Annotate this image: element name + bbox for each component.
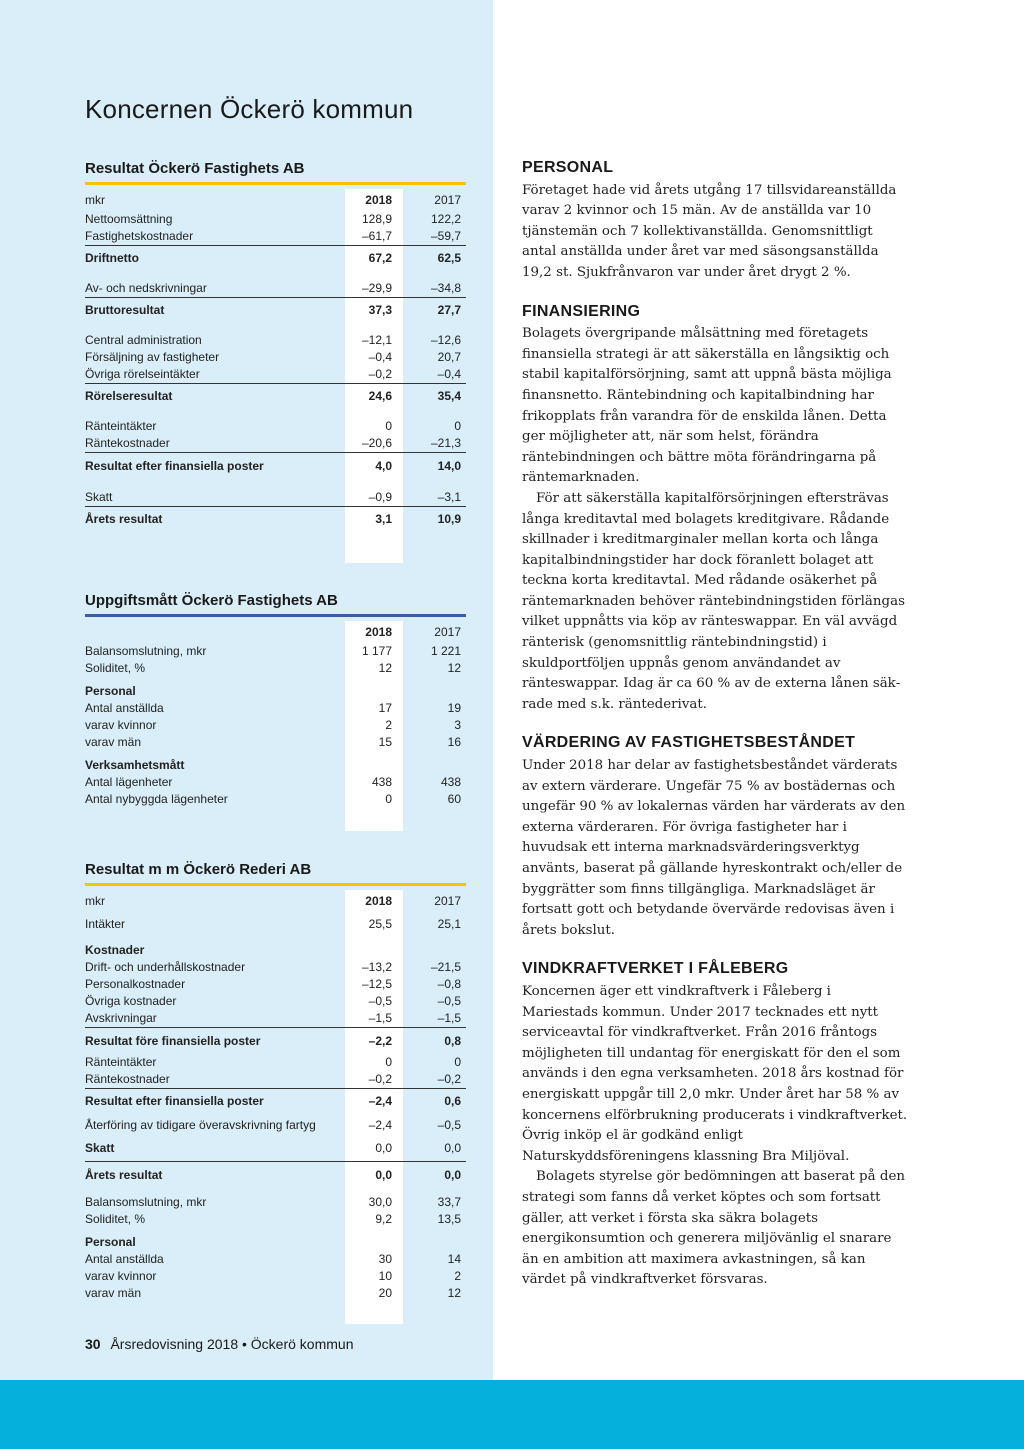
bottom-color-band <box>0 1380 1024 1449</box>
table-row: Fastighetskostnader –61,7 –59,7 <box>85 229 461 243</box>
table-row: Ränteintäkter 0 0 <box>85 419 461 433</box>
page-number: 30 <box>85 1336 101 1352</box>
paragraph: Företaget hade vid årets utgång 17 tillsvidareanställda varav 2 kvinnor och 15 män. Av de anställda var 10 tjänstemän och 7 kollektivanställda. Genomsnittligt antal anställda under året var med säsongsanställda 19,2 st. Sjukfrånvaron var under året drygt 2 %. <box>522 182 897 280</box>
table-row: Antal lägenheter 438 438 <box>85 775 461 789</box>
table-row: Av- och nedskrivningar –29,9 –34,8 <box>85 281 461 295</box>
body-text-column <box>522 158 910 1309</box>
table-row: Räntekostnader –0,2 –0,2 <box>85 1072 461 1086</box>
section-heading: VÄRDERING AV FASTIGHETSBESTÅNDET <box>522 734 856 752</box>
section-vindkraft <box>522 959 910 1291</box>
table-row: Intäkter 25,5 25,1 <box>85 917 461 931</box>
table-row-subtotal: Rörelseresultat 24,6 35,4 <box>85 383 466 408</box>
header-year-2017: 2017 <box>434 625 461 639</box>
table-body <box>85 890 466 1302</box>
page-title: Koncernen Öckerö kommun <box>85 94 414 124</box>
table-row: Antal nybyggda lägenheter 0 60 <box>85 792 461 806</box>
header-label: mkr <box>85 193 105 207</box>
header-year-2017: 2017 <box>434 894 461 908</box>
header-year-2017: 2017 <box>434 193 461 207</box>
table-row: Antal anställda 17 19 <box>85 701 461 715</box>
table-section-heading: Personal <box>85 684 136 698</box>
page-footer <box>85 1336 353 1352</box>
table-title: Resultat Öckerö Fastighets AB <box>85 160 305 177</box>
paragraph: För att säkerställa kapitalförsörjningen eftersträvas långa kreditavtal med bolagets kreditgivare. Rådande skillnader i kreditmarginaler mellan korta och långa kapitalbindningstider har dock föranlett bolaget att teckna korta kreditavtal. Med rådande osäkerhet på räntemarknaden behöver räntebindningstiden förlängas vilket uppnåtts via köp av ränteswappar. En väl avvägd ränterisk (genomsnittlig räntebindningstid) i skuldportföljen uppnås genom användandet av ränteswappar. Idag är ca 60 % av de externa lånen säkrade med s.k. räntederivat. <box>522 490 905 712</box>
table-row: Övriga kostnader –0,5 –0,5 <box>85 994 461 1008</box>
header-year-2018: 2018 <box>365 894 392 908</box>
table-section-heading: Personal <box>85 1235 136 1249</box>
paragraph: Bolagets övergripande målsättning med företagets finansiella strategi är att säkerställa en långsiktig och stabil kapitalförsörjning, samt att uppnå bästa möjliga finansnetto. Räntebindning och kapitalbindning har frikopplats från varandra för de enskilda lånen. Detta ger möjligheter att, när som helst, förändra räntebindningen och bättre möta förändringarna på räntemarknaden. <box>522 326 892 486</box>
table-section-heading: Verksamhetsmått <box>85 758 185 772</box>
table-row: Drift- och underhållskostnader –13,2 –21,5 <box>85 960 461 974</box>
table-row: Antal anställda 30 14 <box>85 1252 461 1266</box>
table-section-heading: Kostnader <box>85 943 145 957</box>
table-row: Ränteintäkter 0 0 <box>85 1055 461 1069</box>
footer-text: Årsredovisning 2018 • Öckerö kommun <box>110 1336 354 1352</box>
table-row: Soliditet, % 12 12 <box>85 661 461 675</box>
table-title: Uppgiftsmått Öckerö Fastighets AB <box>85 592 338 609</box>
table-resultat-fastighets <box>85 160 466 531</box>
table-row: Försäljning av fastigheter –0,4 20,7 <box>85 350 461 364</box>
table-body <box>85 621 466 808</box>
table-row: Återföring av tidigare överavskrivning fartyg –2,4 –0,5 <box>85 1118 461 1132</box>
table-title: Resultat m m Öckerö Rederi AB <box>85 861 312 878</box>
table-row: Central administration –12,1 –12,6 <box>85 333 461 347</box>
table-header-row: mkr 2018 2017 <box>85 890 466 912</box>
table-row: Skatt –0,9 –3,1 <box>85 490 461 504</box>
table-row-subtotal: Resultat före finansiella poster –2,2 0,8 <box>85 1027 466 1054</box>
table-row: Räntekostnader –20,6 –21,3 <box>85 436 461 450</box>
table-row-subtotal: Bruttoresultat 37,3 27,7 <box>85 297 466 322</box>
table-row-total: Årets resultat 3,1 10,9 <box>85 506 466 531</box>
table-row: Övriga rörelseintäkter –0,2 –0,4 <box>85 367 461 381</box>
table-resultat-rederi <box>85 861 466 1302</box>
header-year-2018: 2018 <box>365 193 392 207</box>
section-vardering <box>522 733 910 941</box>
table-row: Balansomslutning, mkr 30,0 33,7 <box>85 1195 461 1209</box>
paragraph: Under 2018 har delar av fastighetsbeståndet värderats av extern värderare. Ungefär 75 % av bostädernas och ungefär 90 % av lokalernas värden har värderats av den externa värderaren. För övriga fastigheter har i huvudsak ett interna marknadsvärderingsverktyg använts, baserat på gällande hyreskontrakt och/eller de byggrätter som finns tillgängliga. Marknadsläget är fortsatt gott och betydande övervärde redovisas även i årets bokslut. <box>522 758 906 938</box>
table-row: varav män 20 12 <box>85 1286 461 1300</box>
paragraph: Bolagets styrelse gör bedömningen att baserat på den strategi som fanns då verket köptes och som fortsatt gäller, att verket i första ska säkra bolagets energikonsumtion och generera miljövänlig el snarare än en ambition att maximera avkastningen, så kan värdet på vindkraftverket försvaras. <box>522 1169 905 1288</box>
table-row-subtotal: Skatt 0,0 0,0 <box>85 1141 461 1155</box>
paragraph: Koncernen äger ett vindkraftverk i Fåleberg i Mariestads kommun. Under 2017 tecknades ett nytt serviceavtal för vindkraftverket. Från 2016 fråntogs möjligheten till undantag för energiskatt för den el som används i den egna verksamheten. 2018 års kostnad för energiskatt uppgår till 2,0 mkr. Under året har 58 % av koncernens elförbrukning producerats i vindkraftverket. Övrig inköp el är godkänd enligt Naturskyddsföreningens klassning Bra Miljöval. <box>522 983 908 1164</box>
table-row: Avskrivningar –1,5 –1,5 <box>85 1011 461 1025</box>
section-heading: FINANSIERING <box>522 302 641 320</box>
table-row: varav män 15 16 <box>85 735 461 749</box>
table-row-subtotal: Resultat efter finansiella poster 4,0 14,0 <box>85 452 466 479</box>
table-row-subtotal: Driftnetto 67,2 62,5 <box>85 245 466 270</box>
table-row-total: Årets resultat 0,0 0,0 <box>85 1161 466 1188</box>
table-row: Nettoomsättning 128,9 122,2 <box>85 212 461 226</box>
table-header-row <box>85 621 466 643</box>
section-finansiering <box>522 302 910 716</box>
table-header-row <box>85 189 466 211</box>
table-row: Personalkostnader –12,5 –0,8 <box>85 977 461 991</box>
table-title-rule <box>85 614 466 617</box>
table-title-rule <box>85 182 466 185</box>
table-row: Soliditet, % 9,2 13,5 <box>85 1212 461 1226</box>
table-row: Balansomslutning, mkr 1 177 1 221 <box>85 644 461 658</box>
section-heading: VINDKRAFTVERKET I FÅLEBERG <box>522 960 789 978</box>
table-row-subtotal: Resultat efter finansiella poster –2,4 0,6 <box>85 1088 466 1114</box>
table-body <box>85 189 466 531</box>
table-uppgiftsmatt <box>85 592 466 808</box>
section-heading: PERSONAL <box>522 159 614 176</box>
table-title-rule <box>85 883 466 886</box>
table-row: varav kvinnor 2 3 <box>85 718 461 732</box>
section-personal <box>522 158 910 284</box>
table-row: varav kvinnor 10 2 <box>85 1269 461 1283</box>
header-year-2018: 2018 <box>365 625 392 639</box>
